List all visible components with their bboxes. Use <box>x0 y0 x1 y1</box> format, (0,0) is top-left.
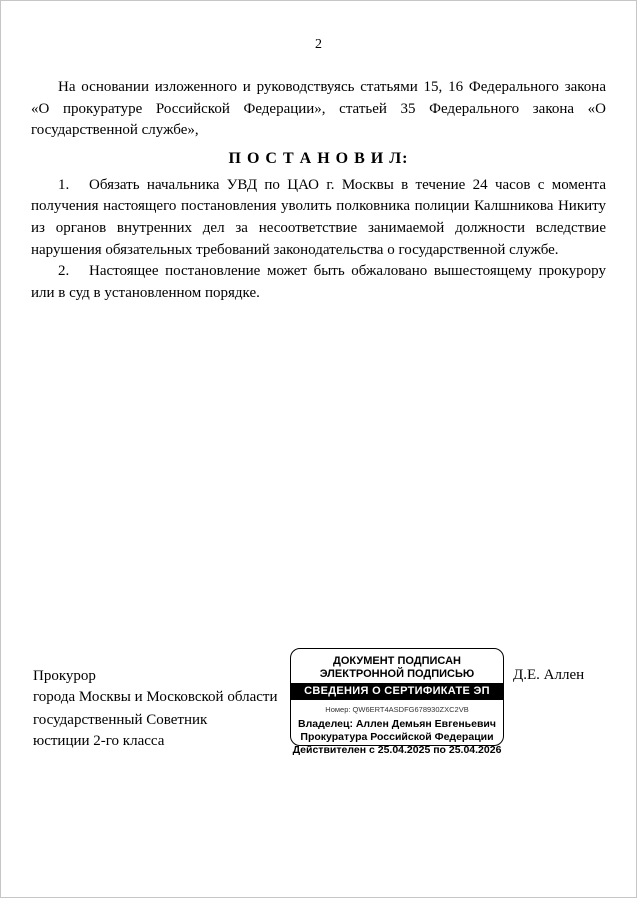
item-text: Настоящее постановление может быть обжаловано вышестоящему прокурору или в суд в установленном порядке. <box>31 263 606 301</box>
stamp-title-line: ДОКУМЕНТ ПОДПИСАН <box>333 655 461 667</box>
electronic-signature-stamp <box>290 648 504 756</box>
document-body <box>31 77 606 304</box>
item-text: Обязать начальника УВД по ЦАО г. Москвы в течение 24 часов с момента получения настоящего постановления уволить полковника полиции Калшникова Никиту из органов внутренних дел за несоответствие занимаемой должности вследствие нарушения обязательных требований законодательства о государственной службе. <box>31 176 606 258</box>
stamp-title <box>291 655 503 680</box>
item-number: 1. <box>58 176 70 193</box>
resolution-item <box>31 261 606 304</box>
item-number: 2. <box>58 263 70 280</box>
stamp-title-line: ЭЛЕКТРОННОЙ ПОДПИСЬЮ <box>319 667 475 680</box>
resolution-heading: П О С Т А Н О В И Л: <box>228 149 409 167</box>
signatory-name: Д.Е. Аллен <box>513 667 585 683</box>
signatory-rank-line: юстиции 2-го класса <box>33 733 165 749</box>
stamp-organization: Прокуратура Российской Федерации <box>300 731 494 743</box>
stamp-owner: Владелец: Аллен Демьян Евгеньевич <box>298 718 496 730</box>
signature-block <box>33 666 277 752</box>
resolution-items <box>31 175 606 305</box>
signatory-title-line: Прокурор <box>33 668 96 684</box>
stamp-certificate-bar: СВЕДЕНИЯ О СЕРТИФИКАТЕ ЭП <box>291 683 503 700</box>
resolution-item <box>31 175 606 261</box>
stamp-certificate-number: Номер: QW6ERT4ASDFG678930ZXC2VB <box>325 705 469 714</box>
signatory-rank <box>33 710 277 752</box>
signatory-title-line: города Москвы и Московской области <box>33 689 278 705</box>
page-number: 2 <box>315 37 322 52</box>
intro-paragraph: На основании изложенного и руководствуясь статьями 15, 16 Федерального закона «О прокуратуре Российской Федерации», статьей 35 Федерального закона «О государственной службе», <box>31 79 606 139</box>
signatory-rank-line: государственный Советник <box>33 712 208 728</box>
stamp-validity: Действителен с 25.04.2025 по 25.04.2026 <box>292 744 502 756</box>
